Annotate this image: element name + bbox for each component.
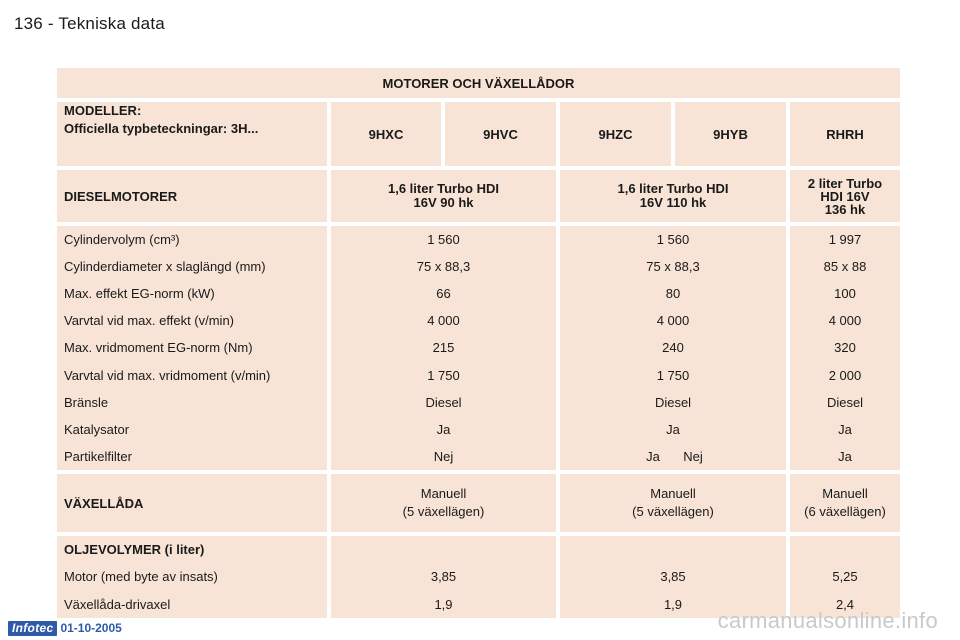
oil-row-label: Växellåda-drivaxel	[64, 596, 171, 612]
spec-label: Varvtal vid max. effekt (v/min)	[64, 313, 235, 329]
model-cell-rhrh	[790, 102, 900, 166]
oil-empty	[790, 536, 900, 563]
spec-label: Cylinderdiameter x slaglängd (mm)	[64, 259, 266, 275]
gearbox-line1: Manuell	[420, 486, 467, 501]
oil-values-136hk	[790, 536, 900, 618]
engines-label: DIESELMOTORER	[64, 188, 178, 204]
spec-value: 85 x 88	[823, 259, 867, 275]
spec-value: Diesel	[425, 394, 462, 410]
gearbox-cell-90hk	[331, 474, 556, 532]
page-title: 136 - Tekniska data	[14, 14, 165, 33]
oil-row-label: Motor (med byte av insats)	[64, 569, 218, 585]
oil-labels-cell	[57, 536, 327, 618]
engine-line2: HDI 16V	[820, 188, 870, 204]
oil-value: 2,4	[835, 596, 855, 612]
spec-value: 215	[432, 340, 455, 356]
spec-value: 1 560	[427, 232, 460, 248]
oil-value: 1,9	[434, 596, 453, 612]
footer-date: 01-10-2005	[60, 621, 122, 635]
engine-line2: 16V 110 hk	[639, 195, 707, 210]
oil-empty	[331, 536, 556, 563]
engine-line1: 2 liter Turbo	[807, 175, 883, 191]
spec-value: Ja	[666, 421, 680, 437]
model-cell-9hxc	[331, 102, 441, 166]
oil-section-label: OLJEVOLYMER (i liter)	[64, 542, 205, 558]
oil-value: 3,85	[430, 569, 457, 585]
spec-value: 66	[436, 286, 451, 302]
spec-value: 320	[834, 340, 856, 356]
spec-value: Diesel	[654, 394, 692, 410]
spec-value: 1 997	[828, 232, 862, 248]
models-label-line2: Officiella typbeteckningar: 3H...	[64, 121, 259, 136]
model-code: 9HYB	[713, 126, 748, 142]
spec-value-split	[560, 443, 786, 470]
spec-value: Nej	[433, 448, 454, 464]
engine-cell-136hk	[790, 170, 900, 222]
spec-value: 240	[662, 340, 684, 356]
spec-value: 75 x 88,3	[646, 259, 700, 275]
oil-value: 5,25	[832, 569, 858, 585]
oil-value: 3,85	[660, 569, 686, 585]
engine-cell-110hk	[560, 170, 786, 222]
spec-label: Katalysator	[64, 421, 130, 437]
engines-label-cell	[57, 170, 327, 222]
spec-value: 75 x 88,3	[416, 259, 471, 275]
spec-value: 1 750	[656, 367, 690, 383]
spec-value: Nej	[683, 448, 703, 464]
spec-label: Max. effekt EG-norm (kW)	[64, 286, 215, 302]
gearbox-line2: (5 växellägen)	[632, 504, 714, 519]
oil-value: 1,9	[663, 596, 683, 612]
model-cell-9hzc	[560, 102, 671, 166]
spec-value: 100	[834, 286, 856, 302]
spec-value: Ja	[838, 448, 852, 464]
spec-label: Max. vridmoment EG-norm (Nm)	[64, 340, 253, 356]
oil-values-110hk	[560, 536, 786, 618]
gearbox-label: VÄXELLÅDA	[64, 495, 144, 511]
model-cell-9hyb	[675, 102, 786, 166]
engine-line3: 136 hk	[824, 201, 866, 217]
footer	[8, 620, 122, 636]
watermark: carmanualsonline.info	[717, 608, 938, 633]
gearbox-line2: (6 växellägen)	[804, 504, 886, 519]
model-code: RHRH	[826, 126, 864, 142]
spec-label: Partikelfilter	[64, 448, 132, 464]
engine-cell-90hk	[331, 170, 556, 222]
engine-line2: 16V 90 hk	[413, 195, 474, 210]
table-title	[57, 68, 900, 98]
spec-value: 4 000	[828, 313, 862, 329]
spec-value: Ja	[838, 421, 852, 437]
spec-label: Varvtal vid max. vridmoment (v/min)	[64, 367, 271, 383]
spec-values-110hk	[560, 226, 786, 470]
model-cell-9hvc	[445, 102, 556, 166]
table-title-text: MOTORER OCH VÄXELLÅDOR	[382, 75, 575, 91]
gearbox-line1: Manuell	[650, 486, 696, 501]
spec-value: 1 560	[656, 232, 690, 248]
gearbox-label-cell	[57, 474, 327, 532]
spec-value: 80	[665, 286, 681, 302]
engine-line1: 1,6 liter Turbo HDI	[388, 181, 499, 196]
oil-values-90hk	[331, 536, 556, 618]
spec-values-136hk	[790, 226, 900, 470]
spec-value: Ja	[646, 448, 660, 464]
spec-value: 4 000	[656, 313, 690, 329]
infotec-logo: Infotec	[8, 621, 57, 636]
oil-empty	[560, 536, 786, 563]
spec-values-90hk	[331, 226, 556, 470]
spec-value: Diesel	[826, 394, 864, 410]
spec-labels-cell	[57, 226, 327, 470]
spec-label: Cylindervolym (cm³)	[64, 232, 180, 248]
model-code: 9HZC	[598, 126, 633, 142]
gearbox-line1: Manuell	[822, 486, 868, 501]
spec-value: 4 000	[427, 313, 460, 329]
gearbox-cell-136hk	[790, 474, 900, 532]
engine-line1: 1,6 liter Turbo HDI	[617, 181, 729, 196]
models-label-line1: MODELLER:	[64, 103, 142, 118]
spec-value: 1 750	[427, 367, 460, 383]
spec-label: Bränsle	[64, 394, 109, 410]
spec-value: Ja	[436, 421, 451, 437]
models-label-cell	[57, 102, 327, 166]
model-code: 9HXC	[368, 126, 404, 142]
gearbox-cell-110hk	[560, 474, 786, 532]
gearbox-line2: (5 växellägen)	[402, 504, 485, 519]
spec-value: 2 000	[828, 367, 862, 383]
model-code: 9HVC	[483, 126, 518, 142]
